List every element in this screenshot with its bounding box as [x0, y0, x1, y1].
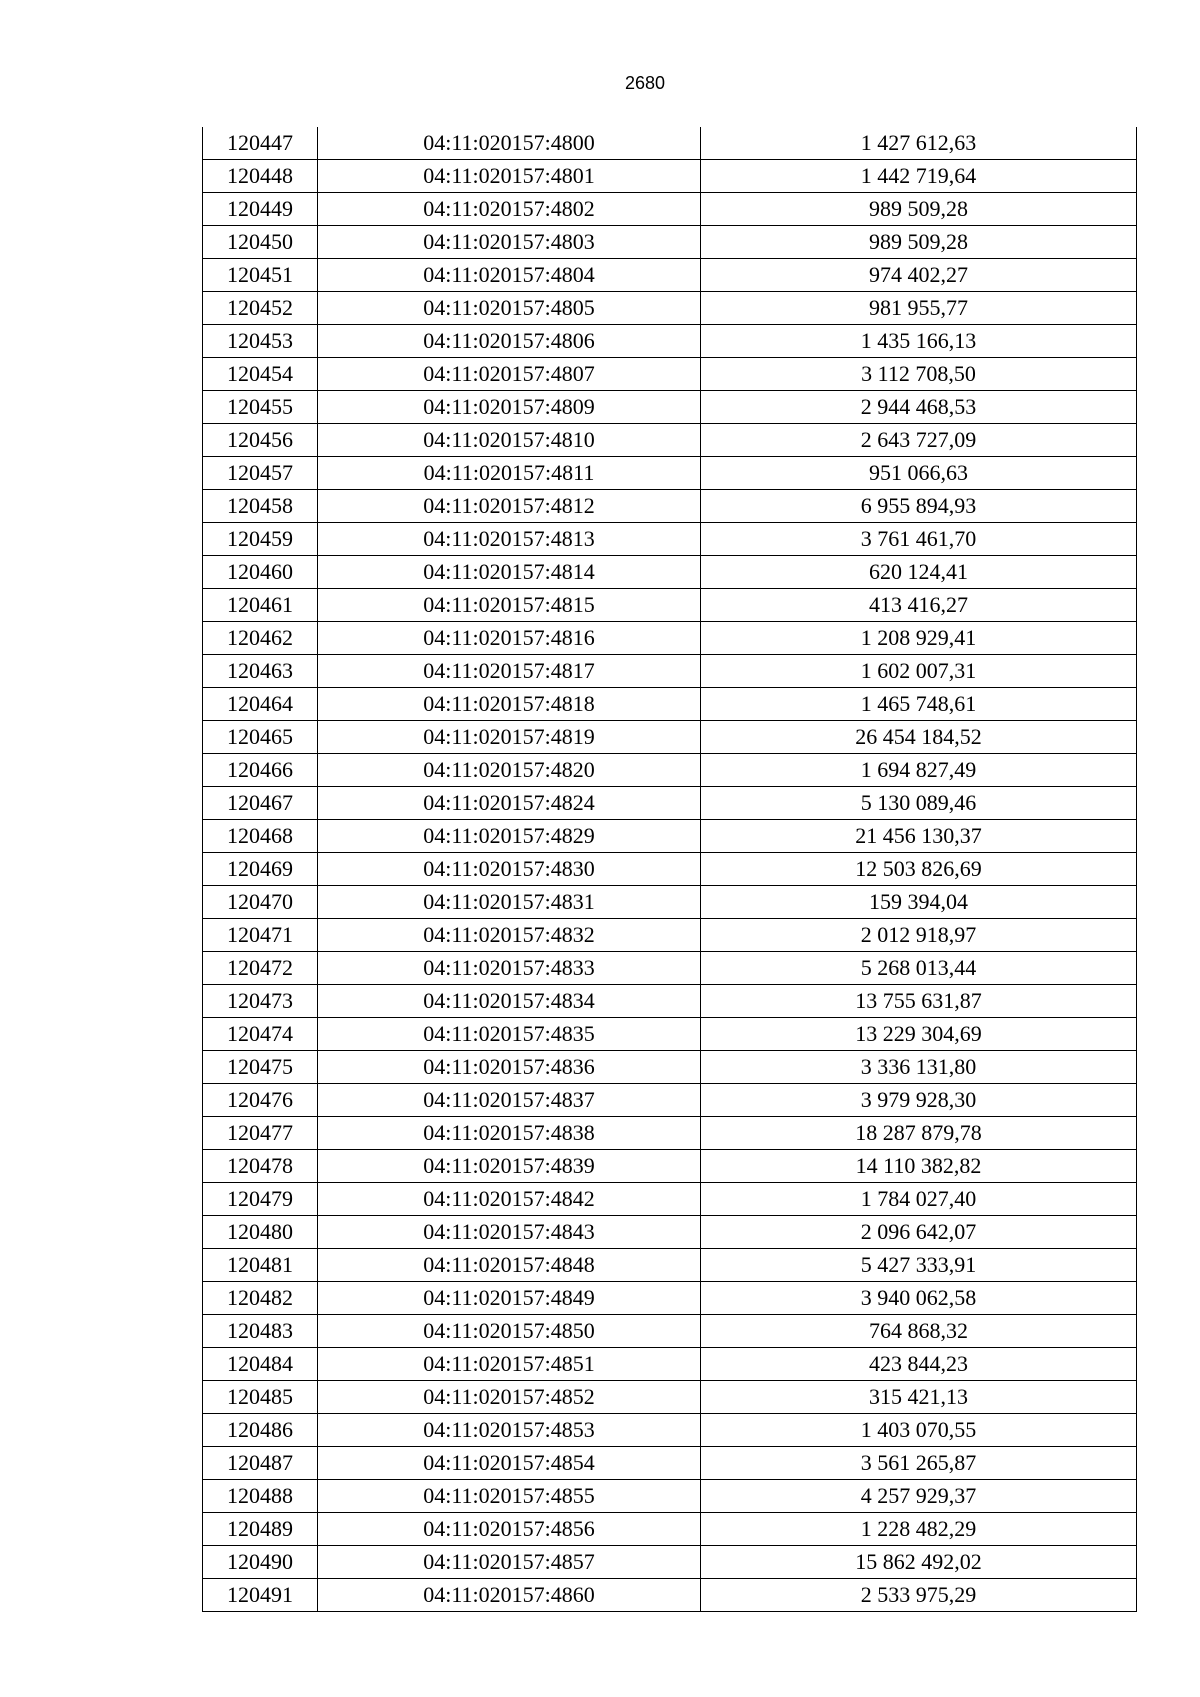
cadastral-number-cell: 04:11:020157:4805	[318, 292, 701, 325]
cadastral-number-cell: 04:11:020157:4811	[318, 457, 701, 490]
table-row	[203, 688, 1137, 721]
cadastral-number-cell: 04:11:020157:4832	[318, 919, 701, 952]
row-number-cell: 120470	[203, 886, 318, 919]
cadastral-value-cell: 2 012 918,97	[701, 919, 1137, 952]
cadastral-number-cell: 04:11:020157:4817	[318, 655, 701, 688]
row-number-cell: 120463	[203, 655, 318, 688]
cadastral-number-cell: 04:11:020157:4814	[318, 556, 701, 589]
cadastral-value-cell: 620 124,41	[701, 556, 1137, 589]
table-row	[203, 1348, 1137, 1381]
row-number-cell: 120456	[203, 424, 318, 457]
cadastral-number-cell: 04:11:020157:4855	[318, 1480, 701, 1513]
cadastral-number-cell: 04:11:020157:4842	[318, 1183, 701, 1216]
cadastral-value-cell: 413 416,27	[701, 589, 1137, 622]
row-number-cell: 120474	[203, 1018, 318, 1051]
row-number-cell: 120480	[203, 1216, 318, 1249]
cadastral-value-cell: 1 694 827,49	[701, 754, 1137, 787]
cadastral-value-cell: 2 533 975,29	[701, 1579, 1137, 1612]
cadastral-value-cell: 14 110 382,82	[701, 1150, 1137, 1183]
row-number-cell: 120448	[203, 160, 318, 193]
row-number-cell: 120466	[203, 754, 318, 787]
row-number-cell: 120450	[203, 226, 318, 259]
row-number-cell: 120484	[203, 1348, 318, 1381]
cadastral-number-cell: 04:11:020157:4815	[318, 589, 701, 622]
table-row	[203, 1282, 1137, 1315]
table-row	[203, 1117, 1137, 1150]
row-number-cell: 120485	[203, 1381, 318, 1414]
table-row	[203, 1579, 1137, 1612]
cadastral-number-cell: 04:11:020157:4818	[318, 688, 701, 721]
cadastral-number-cell: 04:11:020157:4800	[318, 127, 701, 160]
cadastral-number-cell: 04:11:020157:4843	[318, 1216, 701, 1249]
table-row	[203, 1183, 1137, 1216]
cadastral-number-cell: 04:11:020157:4806	[318, 325, 701, 358]
cadastral-value-cell: 1 602 007,31	[701, 655, 1137, 688]
cadastral-number-cell: 04:11:020157:4803	[318, 226, 701, 259]
cadastral-number-cell: 04:11:020157:4838	[318, 1117, 701, 1150]
row-number-cell: 120467	[203, 787, 318, 820]
cadastral-number-cell: 04:11:020157:4850	[318, 1315, 701, 1348]
cadastral-value-cell: 21 456 130,37	[701, 820, 1137, 853]
cadastral-number-cell: 04:11:020157:4824	[318, 787, 701, 820]
cadastral-number-cell: 04:11:020157:4839	[318, 1150, 701, 1183]
row-number-cell: 120491	[203, 1579, 318, 1612]
cadastral-value-cell: 1 435 166,13	[701, 325, 1137, 358]
table-row	[203, 787, 1137, 820]
cadastral-number-cell: 04:11:020157:4831	[318, 886, 701, 919]
table-row	[203, 127, 1137, 160]
row-number-cell: 120477	[203, 1117, 318, 1150]
cadastral-value-cell: 989 509,28	[701, 193, 1137, 226]
cadastral-value-cell: 3 336 131,80	[701, 1051, 1137, 1084]
cadastral-value-cell: 989 509,28	[701, 226, 1137, 259]
table-row	[203, 1249, 1137, 1282]
table-row	[203, 886, 1137, 919]
cadastral-number-cell: 04:11:020157:4819	[318, 721, 701, 754]
cadastral-number-cell: 04:11:020157:4816	[318, 622, 701, 655]
row-number-cell: 120461	[203, 589, 318, 622]
cadastral-value-cell: 1 784 027,40	[701, 1183, 1137, 1216]
row-number-cell: 120455	[203, 391, 318, 424]
cadastral-value-cell: 5 268 013,44	[701, 952, 1137, 985]
table-row	[203, 160, 1137, 193]
row-number-cell: 120475	[203, 1051, 318, 1084]
cadastral-number-cell: 04:11:020157:4852	[318, 1381, 701, 1414]
cadastral-value-cell: 3 561 265,87	[701, 1447, 1137, 1480]
cadastral-value-cell: 4 257 929,37	[701, 1480, 1137, 1513]
table-row	[203, 457, 1137, 490]
cadastral-value-cell: 6 955 894,93	[701, 490, 1137, 523]
table-row	[203, 1018, 1137, 1051]
cadastral-value-cell: 18 287 879,78	[701, 1117, 1137, 1150]
table-body	[203, 127, 1137, 1612]
row-number-cell: 120476	[203, 1084, 318, 1117]
cadastral-value-table	[202, 127, 1137, 1612]
cadastral-value-cell: 15 862 492,02	[701, 1546, 1137, 1579]
table-row	[203, 325, 1137, 358]
cadastral-number-cell: 04:11:020157:4833	[318, 952, 701, 985]
cadastral-number-cell: 04:11:020157:4809	[318, 391, 701, 424]
table-row	[203, 754, 1137, 787]
row-number-cell: 120483	[203, 1315, 318, 1348]
row-number-cell: 120453	[203, 325, 318, 358]
table-row	[203, 721, 1137, 754]
cadastral-number-cell: 04:11:020157:4807	[318, 358, 701, 391]
row-number-cell: 120464	[203, 688, 318, 721]
cadastral-number-cell: 04:11:020157:4857	[318, 1546, 701, 1579]
row-number-cell: 120452	[203, 292, 318, 325]
table-row	[203, 391, 1137, 424]
table-row	[203, 523, 1137, 556]
table-row	[203, 358, 1137, 391]
row-number-cell: 120481	[203, 1249, 318, 1282]
cadastral-value-cell: 5 427 333,91	[701, 1249, 1137, 1282]
row-number-cell: 120486	[203, 1414, 318, 1447]
cadastral-value-cell: 974 402,27	[701, 259, 1137, 292]
row-number-cell: 120473	[203, 985, 318, 1018]
cadastral-number-cell: 04:11:020157:4856	[318, 1513, 701, 1546]
cadastral-value-cell: 1 228 482,29	[701, 1513, 1137, 1546]
cadastral-value-cell: 1 442 719,64	[701, 160, 1137, 193]
cadastral-value-cell: 2 944 468,53	[701, 391, 1137, 424]
cadastral-value-cell: 3 979 928,30	[701, 1084, 1137, 1117]
row-number-cell: 120459	[203, 523, 318, 556]
cadastral-value-cell: 1 427 612,63	[701, 127, 1137, 160]
row-number-cell: 120465	[203, 721, 318, 754]
row-number-cell: 120460	[203, 556, 318, 589]
cadastral-value-cell: 13 229 304,69	[701, 1018, 1137, 1051]
row-number-cell: 120457	[203, 457, 318, 490]
table-row	[203, 1216, 1137, 1249]
cadastral-value-cell: 3 940 062,58	[701, 1282, 1137, 1315]
table-row	[203, 424, 1137, 457]
table-row	[203, 1546, 1137, 1579]
table-row	[203, 1447, 1137, 1480]
cadastral-value-cell: 1 465 748,61	[701, 688, 1137, 721]
cadastral-value-cell: 423 844,23	[701, 1348, 1137, 1381]
table-row	[203, 622, 1137, 655]
cadastral-number-cell: 04:11:020157:4829	[318, 820, 701, 853]
row-number-cell: 120487	[203, 1447, 318, 1480]
cadastral-number-cell: 04:11:020157:4851	[318, 1348, 701, 1381]
cadastral-value-cell: 3 761 461,70	[701, 523, 1137, 556]
cadastral-value-cell: 26 454 184,52	[701, 721, 1137, 754]
row-number-cell: 120472	[203, 952, 318, 985]
page-number: 2680	[624, 73, 666, 93]
table-row	[203, 655, 1137, 688]
row-number-cell: 120488	[203, 1480, 318, 1513]
row-number-cell: 120447	[203, 127, 318, 160]
table-row	[203, 1480, 1137, 1513]
cadastral-number-cell: 04:11:020157:4854	[318, 1447, 701, 1480]
row-number-cell: 120449	[203, 193, 318, 226]
cadastral-value-cell: 159 394,04	[701, 886, 1137, 919]
cadastral-value-cell: 2 096 642,07	[701, 1216, 1137, 1249]
table-row	[203, 820, 1137, 853]
cadastral-value-cell: 315 421,13	[701, 1381, 1137, 1414]
table-row	[203, 952, 1137, 985]
cadastral-number-cell: 04:11:020157:4848	[318, 1249, 701, 1282]
row-number-cell: 120454	[203, 358, 318, 391]
cadastral-number-cell: 04:11:020157:4860	[318, 1579, 701, 1612]
row-number-cell: 120468	[203, 820, 318, 853]
table-row	[203, 556, 1137, 589]
cadastral-number-cell: 04:11:020157:4835	[318, 1018, 701, 1051]
table-row	[203, 490, 1137, 523]
row-number-cell: 120490	[203, 1546, 318, 1579]
cadastral-number-cell: 04:11:020157:4812	[318, 490, 701, 523]
row-number-cell: 120478	[203, 1150, 318, 1183]
cadastral-number-cell: 04:11:020157:4813	[318, 523, 701, 556]
cadastral-number-cell: 04:11:020157:4834	[318, 985, 701, 1018]
table-row	[203, 985, 1137, 1018]
row-number-cell: 120458	[203, 490, 318, 523]
cadastral-number-cell: 04:11:020157:4837	[318, 1084, 701, 1117]
cadastral-value-cell: 13 755 631,87	[701, 985, 1137, 1018]
cadastral-value-cell: 12 503 826,69	[701, 853, 1137, 886]
table-row	[203, 1084, 1137, 1117]
cadastral-value-cell: 3 112 708,50	[701, 358, 1137, 391]
cadastral-number-cell: 04:11:020157:4849	[318, 1282, 701, 1315]
cadastral-number-cell: 04:11:020157:4802	[318, 193, 701, 226]
table-row	[203, 292, 1137, 325]
cadastral-value-cell: 951 066,63	[701, 457, 1137, 490]
table-row	[203, 919, 1137, 952]
row-number-cell: 120482	[203, 1282, 318, 1315]
table-row	[203, 259, 1137, 292]
cadastral-value-cell: 764 868,32	[701, 1315, 1137, 1348]
cadastral-number-cell: 04:11:020157:4853	[318, 1414, 701, 1447]
table-row	[203, 853, 1137, 886]
table-row	[203, 1381, 1137, 1414]
table-row	[203, 589, 1137, 622]
cadastral-value-cell: 1 403 070,55	[701, 1414, 1137, 1447]
table-row	[203, 1513, 1137, 1546]
cadastral-number-cell: 04:11:020157:4804	[318, 259, 701, 292]
row-number-cell: 120469	[203, 853, 318, 886]
cadastral-value-cell: 981 955,77	[701, 292, 1137, 325]
cadastral-value-cell: 2 643 727,09	[701, 424, 1137, 457]
cadastral-number-cell: 04:11:020157:4810	[318, 424, 701, 457]
table-row	[203, 1315, 1137, 1348]
table-row	[203, 1051, 1137, 1084]
table-row	[203, 1414, 1137, 1447]
cadastral-value-cell: 5 130 089,46	[701, 787, 1137, 820]
row-number-cell: 120479	[203, 1183, 318, 1216]
cadastral-number-cell: 04:11:020157:4830	[318, 853, 701, 886]
cadastral-number-cell: 04:11:020157:4820	[318, 754, 701, 787]
row-number-cell: 120489	[203, 1513, 318, 1546]
cadastral-number-cell: 04:11:020157:4801	[318, 160, 701, 193]
table-row	[203, 226, 1137, 259]
cadastral-number-cell: 04:11:020157:4836	[318, 1051, 701, 1084]
table-row	[203, 1150, 1137, 1183]
table-row	[203, 193, 1137, 226]
row-number-cell: 120451	[203, 259, 318, 292]
row-number-cell: 120471	[203, 919, 318, 952]
row-number-cell: 120462	[203, 622, 318, 655]
cadastral-value-cell: 1 208 929,41	[701, 622, 1137, 655]
